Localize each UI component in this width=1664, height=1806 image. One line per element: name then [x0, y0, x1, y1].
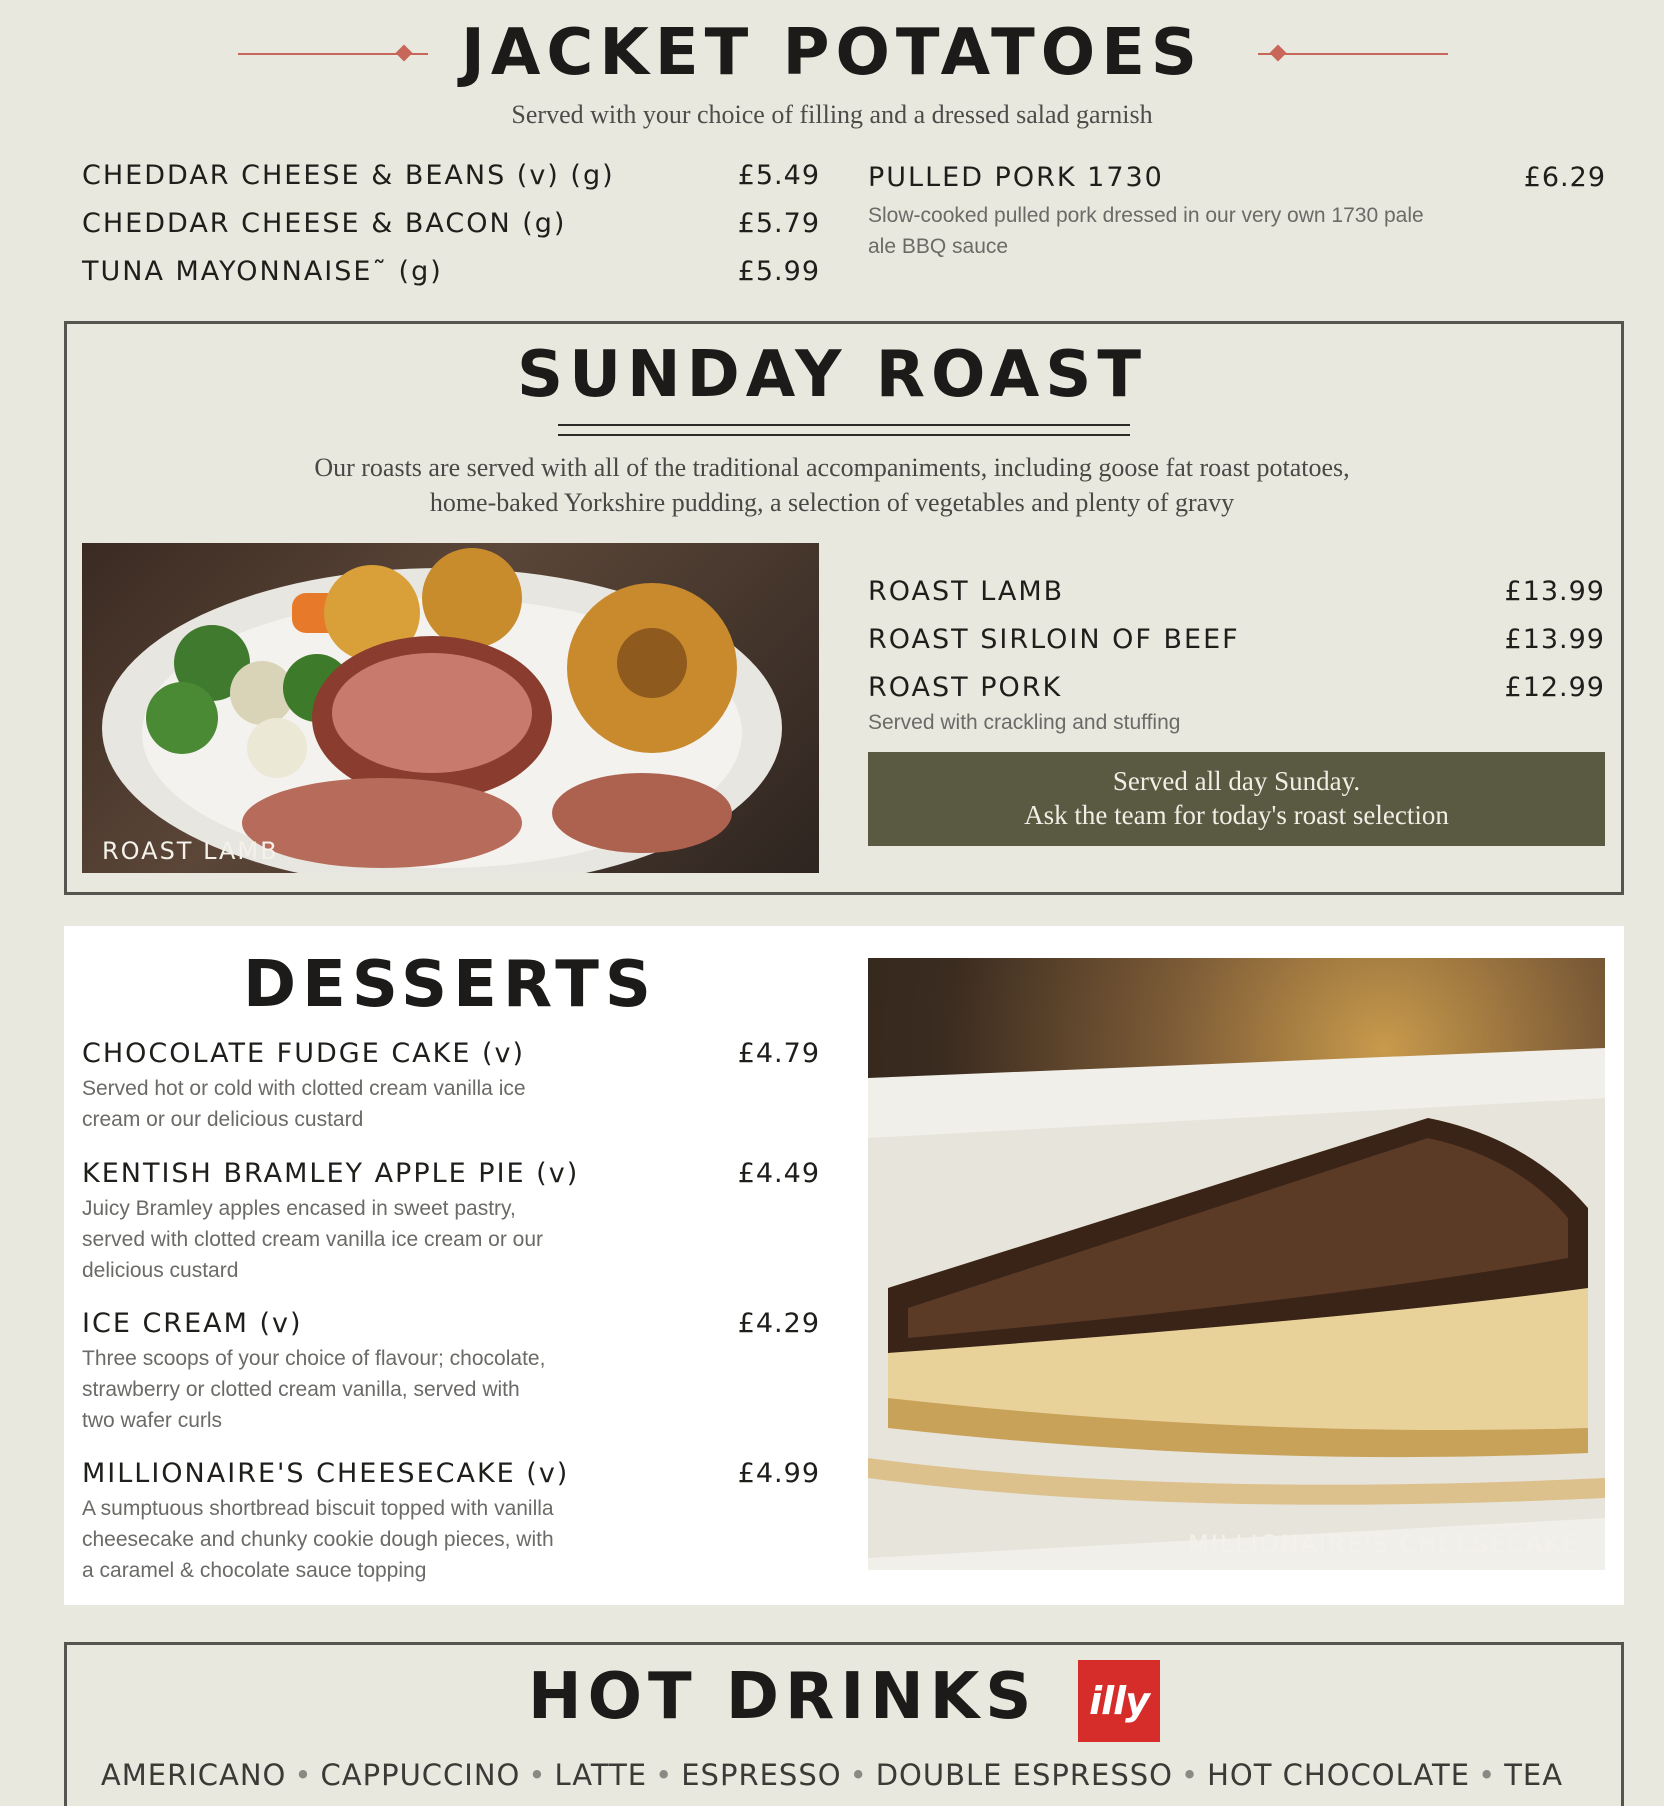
title-underline [558, 424, 1130, 426]
menu-item-name: ROAST PORK [868, 672, 1063, 703]
note-line: Served all day Sunday. [1112, 766, 1361, 796]
menu-item-price: £13.99 [1504, 576, 1605, 607]
menu-item-price: £5.79 [737, 208, 820, 239]
description-line: a caramel & chocolate sauce topping [82, 1559, 427, 1582]
menu-item-description [82, 1493, 702, 1586]
menu-item-featured [868, 162, 1606, 193]
drink-item: DOUBLE ESPRESSO [875, 1758, 1173, 1792]
menu-item-name: KENTISH BRAMLEY APPLE PIE (v) [82, 1158, 580, 1189]
menu-item [82, 256, 820, 287]
separator-dot: • [528, 1758, 547, 1792]
menu-item [82, 1308, 820, 1339]
illy-logo: illy [1078, 1660, 1160, 1742]
cheesecake-illustration [868, 958, 1605, 1570]
menu-item-name: PULLED PORK 1730 [868, 162, 1164, 193]
menu-item-description [82, 1193, 702, 1286]
separator-dot: • [849, 1758, 868, 1792]
hot-drinks-list [0, 1758, 1664, 1792]
menu-item-name: ROAST LAMB [868, 576, 1065, 607]
desserts-title: DESSERTS [242, 948, 658, 1022]
description-line: Three scoops of your choice of flavour; chocolate, [82, 1347, 546, 1370]
menu-item-description: Served with crackling and stuffing [868, 711, 1181, 734]
description-line: Juicy Bramley apples encased in sweet pastry, [82, 1197, 516, 1220]
note-line: Ask the team for today's roast selection [1024, 800, 1449, 830]
drink-item: AMERICANO [100, 1758, 287, 1792]
millionaires-cheesecake-photo [868, 958, 1605, 1570]
menu-item-description [82, 1073, 702, 1135]
menu-item [868, 624, 1605, 655]
jacket-potatoes-subtitle: Served with your choice of filling and a dressed salad garnish [511, 100, 1153, 129]
roast-dinner-illustration [82, 543, 819, 873]
menu-item-price: £6.29 [1523, 162, 1606, 193]
roast-lamb-photo [82, 543, 819, 873]
description-line: two wafer curls [82, 1409, 223, 1432]
description-line: A sumptuous shortbread biscuit topped with vanilla [82, 1497, 554, 1520]
menu-item [82, 160, 820, 191]
description-line: delicious custard [82, 1259, 239, 1282]
menu-item-name: TUNA MAYONNAISE˜ (g) [82, 256, 443, 287]
menu-item-name: CHEDDAR CHEESE & BACON (g) [82, 208, 567, 239]
menu-item [868, 576, 1605, 607]
drink-item: ESPRESSO [681, 1758, 842, 1792]
description-line: home-baked Yorkshire pudding, a selection of vegetables and plenty of gravy [429, 488, 1235, 517]
drink-item: CAPPUCCINO [320, 1758, 521, 1792]
jacket-potatoes-title: JACKET POTATOES [461, 16, 1203, 90]
roast-lamb-photo-label: ROAST LAMB [102, 837, 279, 865]
drink-item: HOT CHOCOLATE [1207, 1758, 1471, 1792]
menu-item-price: £4.99 [737, 1458, 820, 1489]
menu-item [82, 1458, 820, 1489]
description-line: Served hot or cold with clotted cream vanilla ice [82, 1077, 526, 1100]
separator-dot: • [655, 1758, 674, 1792]
menu-item-price: £12.99 [1504, 672, 1605, 703]
menu-item-price: £5.99 [737, 256, 820, 287]
description-line: strawberry or clotted cream vanilla, served with [82, 1378, 520, 1401]
description-line: cheesecake and chunky cookie dough pieces, with [82, 1528, 554, 1551]
menu-item-price: £5.49 [737, 160, 820, 191]
menu-item-name: MILLIONAIRE'S CHEESECAKE (v) [82, 1458, 570, 1489]
menu-item-price: £4.49 [737, 1158, 820, 1189]
sunday-roast-title: SUNDAY ROAST [516, 338, 1148, 412]
menu-item-name: CHOCOLATE FUDGE CAKE (v) [82, 1038, 526, 1069]
description-line: Our roasts are served with all of the traditional accompaniments, including goose fat roast potatoes, [314, 453, 1350, 482]
menu-item-price: £4.29 [737, 1308, 820, 1339]
hot-drinks-title: HOT DRINKS [528, 1660, 1038, 1734]
menu-item [82, 1038, 820, 1069]
sunday-roast-description [150, 450, 1514, 520]
menu-item-description [82, 1343, 702, 1436]
description-line: served with clotted cream vanilla ice cream or our [82, 1228, 544, 1251]
menu-item [82, 208, 820, 239]
description-line: cream or our delicious custard [82, 1108, 364, 1131]
menu-item-price: £13.99 [1504, 624, 1605, 655]
menu-item-name: ROAST SIRLOIN OF BEEF [868, 624, 1240, 655]
drink-item: TEA [1504, 1758, 1564, 1792]
title-underline [558, 434, 1130, 436]
separator-dot: • [1181, 1758, 1200, 1792]
drink-item: LATTE [554, 1758, 648, 1792]
menu-item [82, 1158, 820, 1189]
menu-item-price: £4.79 [737, 1038, 820, 1069]
cheesecake-photo-label: MILLIONAIRE'S CHEESECAKE [1188, 1530, 1579, 1558]
menu-item [868, 672, 1605, 703]
menu-item-name: CHEDDAR CHEESE & BEANS (v) (g) [82, 160, 615, 191]
menu-item-description: Slow-cooked pulled pork dressed in our very own 1730 pale ale BBQ sauce [868, 204, 1424, 258]
separator-dot: • [1478, 1758, 1497, 1792]
sunday-roast-note [868, 752, 1605, 846]
menu-item-name: ICE CREAM (v) [82, 1308, 303, 1339]
separator-dot: • [294, 1758, 313, 1792]
